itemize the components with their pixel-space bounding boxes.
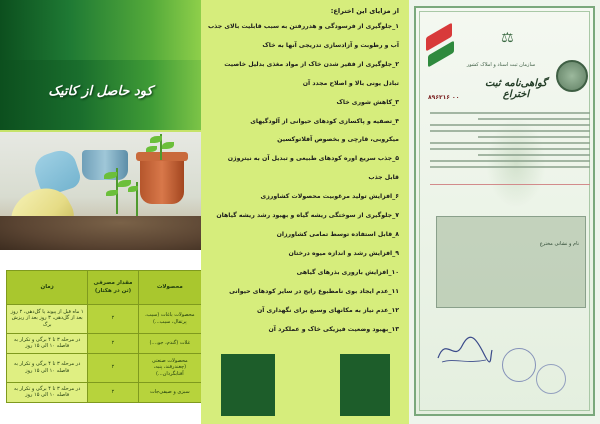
inventor-info-box (436, 216, 586, 308)
certificate-frame (414, 6, 595, 416)
table-cell-product: محصولات صنعتی (چغندرقند، پنبه، آفتابگردان...) (138, 353, 201, 382)
list-item: ۱۳_بهبود وضعیت فیزیکی خاک و عملکرد آن (268, 325, 399, 333)
list-item: ۶_افزایش تولید مرغوبیت محصولات کشاورزی (260, 193, 399, 201)
certificate-organization: سازمان ثبت اسناد و املاک کشور (466, 62, 536, 68)
inventor-label: نام و نشانی مخترع (539, 241, 579, 247)
list-item: ۱۲_عدم نیاز به مکانهای وسیع برای نگهداری آن (256, 306, 399, 314)
table-header-time: زمان (7, 271, 88, 305)
table-cell-product: غلات (گندم، جو،...) (138, 333, 201, 353)
stamp-icon (536, 364, 566, 394)
red-rule (430, 184, 590, 185)
benefits-heading: از مزایای این اختراع: (330, 7, 399, 15)
table-header-amount: مقدار مصرفی (تن در هکتار) (88, 271, 138, 305)
table-cell-amount: ۲ (88, 333, 138, 353)
list-item: میکروبی، قارچی و بخصوص آفلاتوکسین (277, 136, 399, 144)
table-cell-time: در مرحله ۳ تا ۴ برگی و تکرار به فاصله ۱۰ الی ۱۵ روز (7, 382, 88, 402)
patent-certificate (409, 0, 600, 424)
dark-green-block-right (340, 354, 390, 416)
table-row (7, 305, 202, 334)
list-item: ۸_قابل استفاده توسط تمامی کشاورزان (276, 230, 399, 238)
list-item: آب و رطوبت و آزادسازی تدریجی آنها به خاک (262, 41, 399, 49)
green-header-band (0, 0, 201, 60)
benefits-list (207, 4, 399, 339)
brochure-title: کود حاصل از کاتیک (48, 84, 153, 99)
list-item: ۴_تصفیه و پاکسازی کودهای حیوانی از آلودگیهای (250, 117, 399, 125)
middle-panel (201, 0, 409, 424)
table-cell-amount: ۲ (88, 382, 138, 402)
terracotta-pot (140, 158, 184, 204)
left-panel (0, 0, 201, 424)
list-item: ۹_افزایش رشد و اندازه میوه درختان (288, 249, 399, 257)
seal-icon (556, 60, 588, 92)
table-cell-product: محصولات باغات (سیب، پرتقال، سیب...) (138, 305, 201, 334)
table-row (7, 353, 202, 382)
certificate-number: ۸۹۶۲۱۶ ۰۰ (428, 94, 460, 101)
list-item: ۱_جلوگیری از فرسودگی و هدررفتن به سبب قابلیت بالای جذب (207, 23, 399, 30)
table-cell-time: در مرحله ۳ تا ۴ برگی و تکرار به فاصله ۱۰ الی ۱۵ روز (7, 333, 88, 353)
table-cell-product: سبزی و صیفی‌جات (138, 382, 201, 402)
table-cell-amount: ۲ (88, 305, 138, 334)
list-item: قابل جذب (368, 174, 399, 182)
list-item: ۲_جلوگیری از فقیر شدن خاک از مواد مغذی بدلیل خاصیت (224, 60, 399, 68)
certificate-text-lines (430, 112, 590, 172)
list-item: تبادل یونی بالا و اصلاح مجدد آن (302, 79, 399, 87)
list-item: ۵_جذب سریع اوره کودهای طبیعی و تبدیل آن به نیتروژن (227, 155, 399, 163)
stamp-icon (502, 348, 536, 382)
plant-pots-photo (0, 132, 201, 250)
emblem-icon: ⚖ (501, 30, 514, 46)
dark-green-block-left (221, 354, 275, 416)
table-row (7, 382, 202, 402)
soil (0, 216, 201, 250)
table-header-product: محصولات (138, 271, 201, 305)
list-item: ۱۰_افزایش باروری بذرهای گیاهی (296, 268, 399, 276)
certificate-title: گواهی‌نامه ثبت اختراع (485, 78, 547, 100)
table-cell-time: در مرحله ۳ تا ۴ برگی و تکرار به فاصله ۱۰ الی ۱۵ روز (7, 353, 88, 382)
signature-icon (434, 328, 494, 368)
list-item: ۷_جلوگیری از سوختگی ریشه گیاه و بهبود رشد ریشه گیاهان (216, 212, 399, 220)
table-cell-time: ۱ ماه قبل از پیوند یا گل‌دهی، ۲ روز بعد از گل‌دهی، ۳ روز بعد از ریزش برگ (7, 305, 88, 334)
fertilizer-usage-table (6, 270, 201, 403)
list-item: ۱۱_عدم ایجاد بوی نامطبوع رایج در سایر کودهای حیوانی (229, 287, 399, 295)
table-cell-amount: ۲ (88, 353, 138, 382)
table-row (7, 333, 202, 353)
list-item: ۳_کاهش شوری خاک (336, 98, 399, 106)
